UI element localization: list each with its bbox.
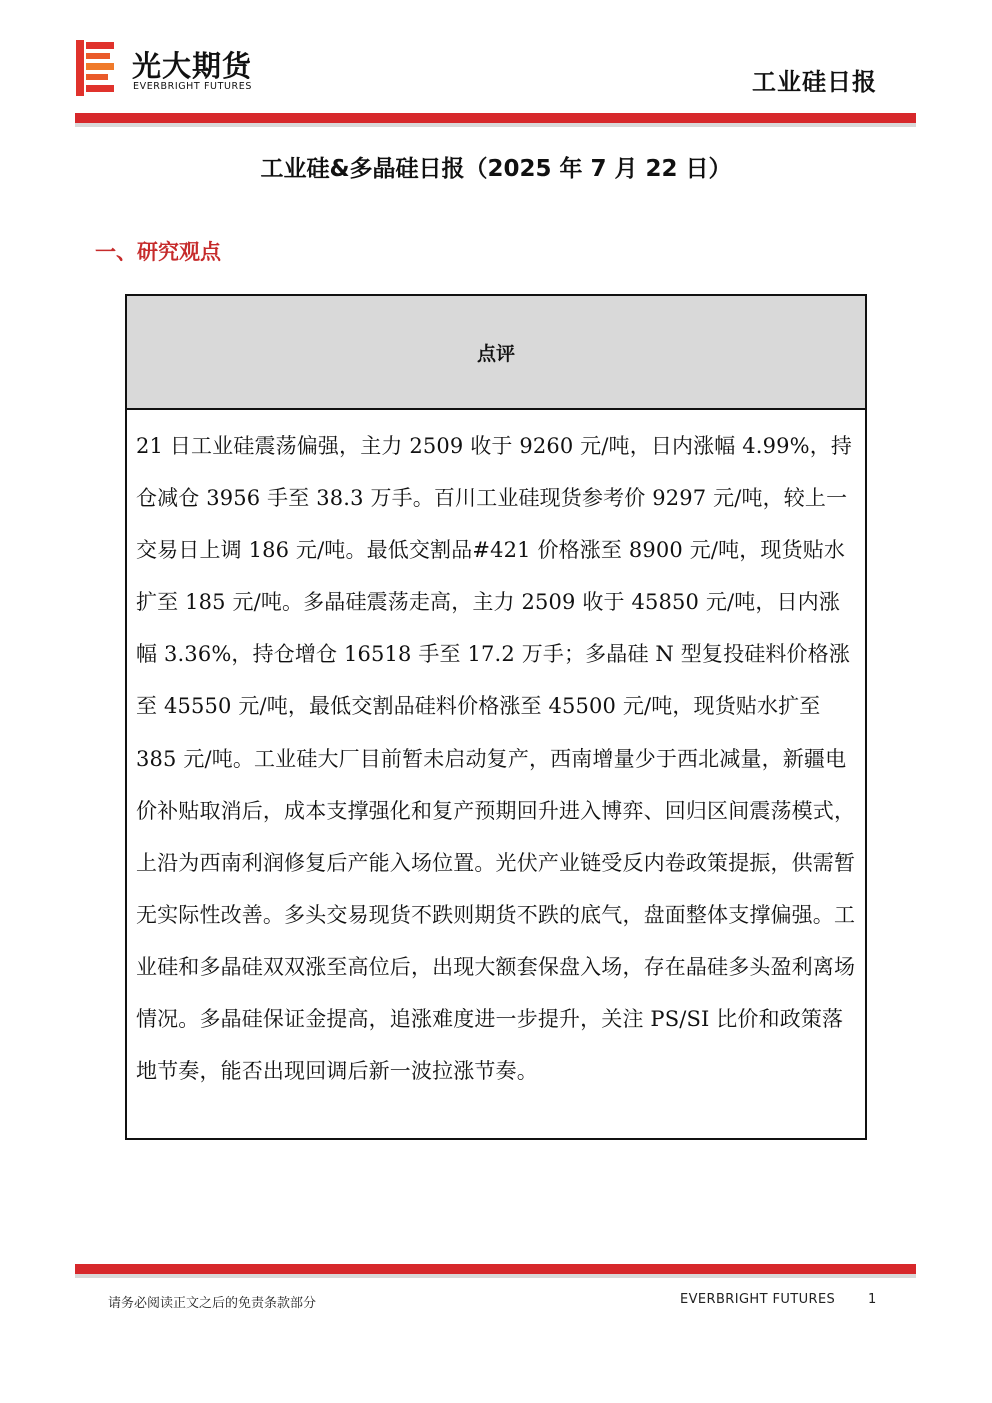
brand-name: 光大期货 bbox=[132, 49, 253, 83]
section-heading: 一、研究观点 bbox=[95, 240, 221, 264]
company-logo bbox=[76, 40, 296, 100]
review-table-header bbox=[127, 296, 865, 410]
report-type-label: 工业硅日报 bbox=[752, 68, 877, 96]
disclaimer-note: 请务必阅读正文之后的免责条款部分 bbox=[108, 1296, 317, 1311]
review-table-body: 21 日工业硅震荡偏强，主力 2509 收于 9260 元/吨，日内涨幅 4.99%，持仓减仓 3956 手至 38.3 万手。百川工业硅现货参考价 9297 元/吨，较上一交易日上调 186 元/吨。最低交割品#421 价格涨至 8900 元/吨，现货贴水扩至 185 元/吨。多晶硅震荡走高，主力 2509 收于 45850 元/吨，日内涨幅 3.36%，持仓增仓 16518 手至 17.2 万手；多晶硅 N 型复投硅料价格涨至 45550 元/吨，最低交割品硅料价格涨至 45500 元/吨，现货贴水扩至 385 元/吨。工业硅大厂目前暂未启动复产，西南增量少于西北减量，新疆电价补贴取消后，成本支撑强化和复产预期回升进入博弈、回归区间震荡模式，上沿为西南利润修复后产能入场位置。光伏产业链受反内卷政策提振，供需暂无实际性改善。多头交易现货不跌则期货不跌的底气，盘面整体支撑偏强。工业硅和多晶硅双双涨至高位后，出现大额套保盘入场，存在晶硅多头盈利离场情况。多晶硅保证金提高，追涨难度进一步提升，关注 PS/SI 比价和政策落地节奏，能否出现回调后新一波拉涨节奏。 bbox=[136, 434, 856, 1084]
header-divider bbox=[75, 113, 916, 127]
footer-divider bbox=[75, 1264, 916, 1278]
review-table bbox=[125, 294, 867, 1140]
review-header-label: 点评 bbox=[476, 342, 515, 365]
brand-name-en: EVERBRIGHT FUTURES bbox=[133, 81, 252, 92]
everbright-logo-icon bbox=[76, 40, 116, 96]
footer-brand: EVERBRIGHT FUTURES bbox=[680, 1292, 836, 1307]
page-number: 1 bbox=[868, 1292, 877, 1307]
document-title: 工业硅&多晶硅日报（2025 年 7 月 22 日） bbox=[260, 156, 732, 182]
